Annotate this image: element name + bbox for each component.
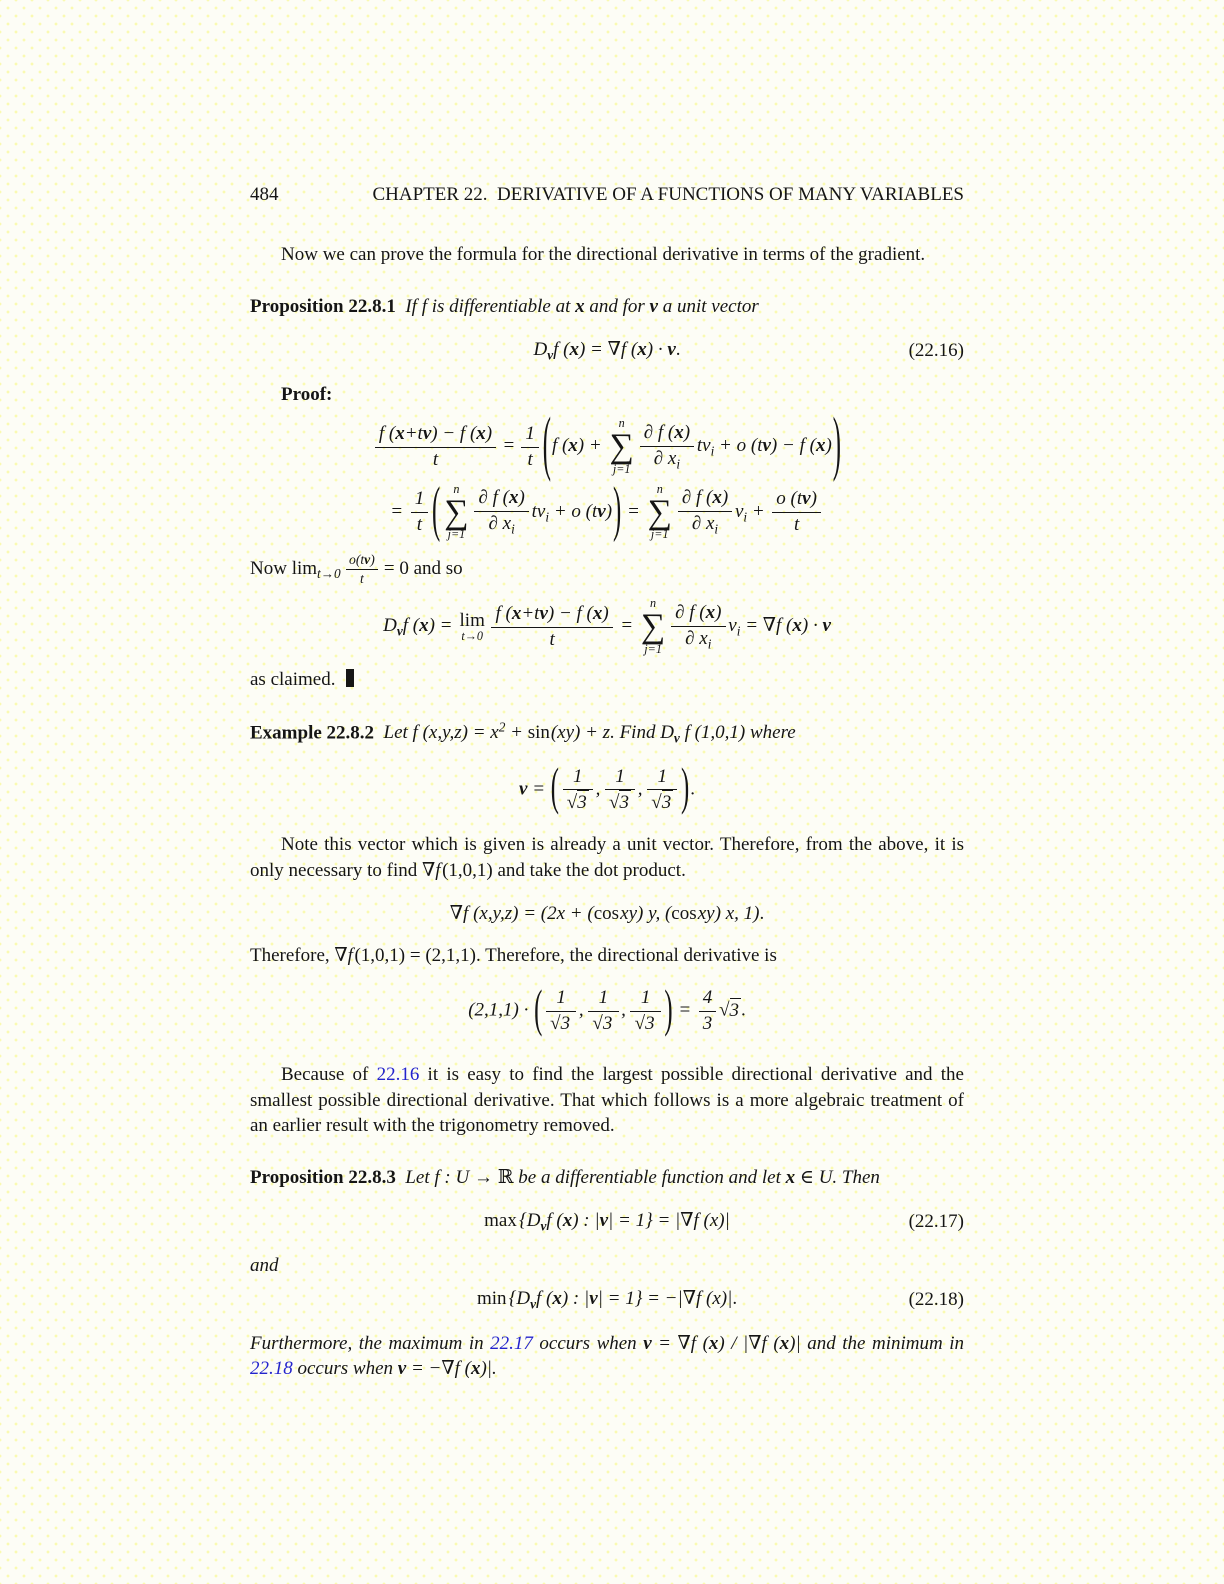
proposition-body: Let f : U → ℝ be a differentiable function and let x ∈ U. Then: [405, 1167, 880, 1189]
fraction: $\frac{1}{√3}$: [546, 987, 576, 1035]
sqrt-radical: √3: [592, 1013, 613, 1035]
equation-22-17: [250, 1209, 964, 1235]
equation-22-18-math: $\min \{D_vf$ (x) : |v| = 1} = −|∇f (x)|.: [476, 1287, 738, 1311]
big-paren: (: [542, 405, 551, 484]
equation-unit-vector: v = ( $\frac{1}{√3}$ , $\frac{1}{√3}$ , $\frac{1}{√3}$ ).: [519, 759, 695, 817]
summation-symbol: n ∑ j=1: [609, 416, 634, 476]
big-paren: ): [832, 405, 841, 484]
proposition-22-8-1-heading: [250, 294, 964, 320]
proposition-22-8-3-heading: [250, 1165, 964, 1191]
big-paren: (: [550, 759, 559, 817]
big-paren: (: [432, 476, 441, 545]
equation-directional-derivative: $D_vf$ (x) = lim t→0 $\frac{f (x+tv) - f (x)}{t}$ = n ∑ j=1 $\frac{\partial f (x)}{\partial x_i}$ $v_i = \nabla f$ (x) · v: [383, 596, 831, 656]
summation-symbol: n ∑ j=1: [444, 481, 469, 542]
fraction: $\frac{\partial f (x)}{\partial x_i}$: [678, 487, 733, 537]
fraction: $\frac{o(tv)}{t}$: [346, 552, 378, 587]
fraction: $\frac{1}{t}$: [411, 488, 429, 536]
proof-equation-line-2: = $\frac{1}{t}$ ( n ∑ j=1 $\frac{\partial f (x)}{\partial x_i}$ $tv_i + o$ (tv)) = n ∑ j=1 $\frac{\partial f (x)}{\partial x_i}$ $v_i$ + $\frac{o (tv)}{t}$: [250, 483, 964, 542]
proof-equation-line-1: $\frac{f (x+tv) - f (x)}{t}$ = $\frac{1}{t}$ (f (x) + n ∑ j=1 $\frac{\partial f (x)}{\partial x_i}$ $tv_i + o$ (tv) − f (x)): [250, 417, 964, 476]
proof-equation-block: [250, 405, 964, 545]
running-header: [250, 184, 964, 206]
example-body: Let f $(x,y,z) = x^2 + \sin(xy) + z$. Find $D_v$ f (1,0,1) where: [383, 719, 796, 746]
fraction: $\frac{4}{3}$: [699, 987, 717, 1035]
fraction: $\frac{\partial f (x)}{\partial x_i}$: [474, 487, 529, 537]
proposition-label: Proposition 22.8.3: [250, 1167, 396, 1189]
eq-ref-link[interactable]: 22.18: [250, 1358, 293, 1380]
equation-22-16: [250, 338, 964, 364]
sqrt-radical: √3: [609, 791, 629, 813]
eq-ref-link[interactable]: 22.16: [376, 1063, 420, 1085]
fraction: $\frac{1}{√3}$: [563, 766, 593, 814]
fraction: $\frac{o (tv)}{t}$: [772, 488, 821, 536]
sqrt-radical: √3: [550, 1013, 571, 1035]
big-paren: ): [681, 759, 690, 817]
equation-tag: (22.16): [908, 339, 964, 361]
limit-operator: lim t→0: [459, 609, 485, 643]
example-22-8-2-heading: [250, 719, 964, 748]
paragraph-and: and: [250, 1254, 279, 1276]
fraction: $\frac{\partial f (x)}{\partial x_i}$: [671, 602, 726, 652]
fraction: $\frac{f (x+tv) - f (x)}{t}$: [491, 603, 613, 651]
proof-label: Proof:: [281, 383, 333, 405]
fraction: $\frac{1}{√3}$: [605, 766, 635, 814]
big-paren: ): [664, 981, 673, 1038]
big-paren: (: [534, 981, 543, 1038]
equation-gradient: ∇f (x,y,z) = (2x + (cosxy) y, (cosxy) x, 1).: [449, 902, 765, 924]
fraction: $\frac{1}{√3}$: [588, 987, 618, 1035]
summation-symbol: n ∑ j=1: [640, 596, 666, 656]
equation-22-16-math: $D_vf$ (x) = ∇f (x) · v.: [533, 338, 681, 362]
equation-tag: (22.18): [908, 1288, 964, 1310]
paragraph-as-claimed: as claimed.: [250, 667, 964, 693]
fraction: $\frac{f (x+tv) - f (x)}{t}$: [375, 423, 497, 471]
qed-box: [346, 669, 354, 687]
sqrt-radical: √3: [651, 791, 672, 813]
equation-dot-product: (2,1,1) · ( $\frac{1}{√3}$ , $\frac{1}{√3}$ , $\frac{1}{√3}$ ) = $\frac{4}{3}$ √3 .: [468, 981, 746, 1038]
sqrt-radical: √3: [634, 1013, 655, 1035]
eq-ref-link[interactable]: 22.17: [490, 1332, 533, 1354]
proposition-label: Proposition 22.8.1: [250, 295, 396, 317]
big-paren: ): [613, 476, 622, 545]
paragraph-because: Because of 22.16 it is easy to find the largest possible directional derivative and the smallest possible directional derivative. That which follows is a more algebraic treatment of an earlier result with the trigonometry removed.: [250, 1063, 964, 1137]
paragraph-now-lim: Now $\lim_{t\to 0}$ $\frac{o(tv)}{t}$ = 0 and so: [250, 552, 463, 587]
example-label: Example 22.8.2: [250, 722, 375, 744]
paragraph-therefore: Therefore, ∇f(1,0,1) = (2,1,1). Therefore, the directional derivative is: [250, 945, 777, 967]
paragraph-note: Note this vector which is given is already a unit vector. Therefore, from the above, it is only necessary to find ∇f(1,0,1) and take the dot product.: [250, 833, 964, 881]
fraction: $\frac{\partial f (x)}{\partial x_i}$: [640, 422, 695, 472]
summation-symbol: n ∑ j=1: [647, 481, 672, 542]
equation-tag: (22.17): [908, 1211, 964, 1233]
equation-22-18: [250, 1287, 964, 1313]
fraction: $\frac{1}{√3}$: [647, 766, 677, 814]
fraction: $\frac{1}{t}$: [521, 423, 539, 471]
paragraph-intro: Now we can prove the formula for the directional derivative in terms of the gradient.: [281, 244, 926, 265]
page-content: [250, 184, 964, 1382]
fraction: $\frac{1}{√3}$: [630, 987, 660, 1035]
sqrt-radical: √3: [719, 999, 740, 1021]
paragraph-furthermore: Furthermore, the maximum in 22.17 occurs when v = ∇f (x) / |∇f (x)| and the minimum in 22.18 occurs when v = −∇f (x)|.: [250, 1332, 965, 1380]
equation-22-17-math: $\max \{D_vf$ (x) : |v| = 1} = |∇f (x)|: [484, 1209, 730, 1234]
proposition-body: If f is differentiable at x and for v a unit vector: [405, 295, 759, 317]
chapter-title: CHAPTER 22. DERIVATIVE OF A FUNCTIONS OF MANY VARIABLES: [372, 184, 964, 205]
page-number: 484: [250, 184, 279, 205]
sqrt-radical: √3: [566, 791, 587, 813]
